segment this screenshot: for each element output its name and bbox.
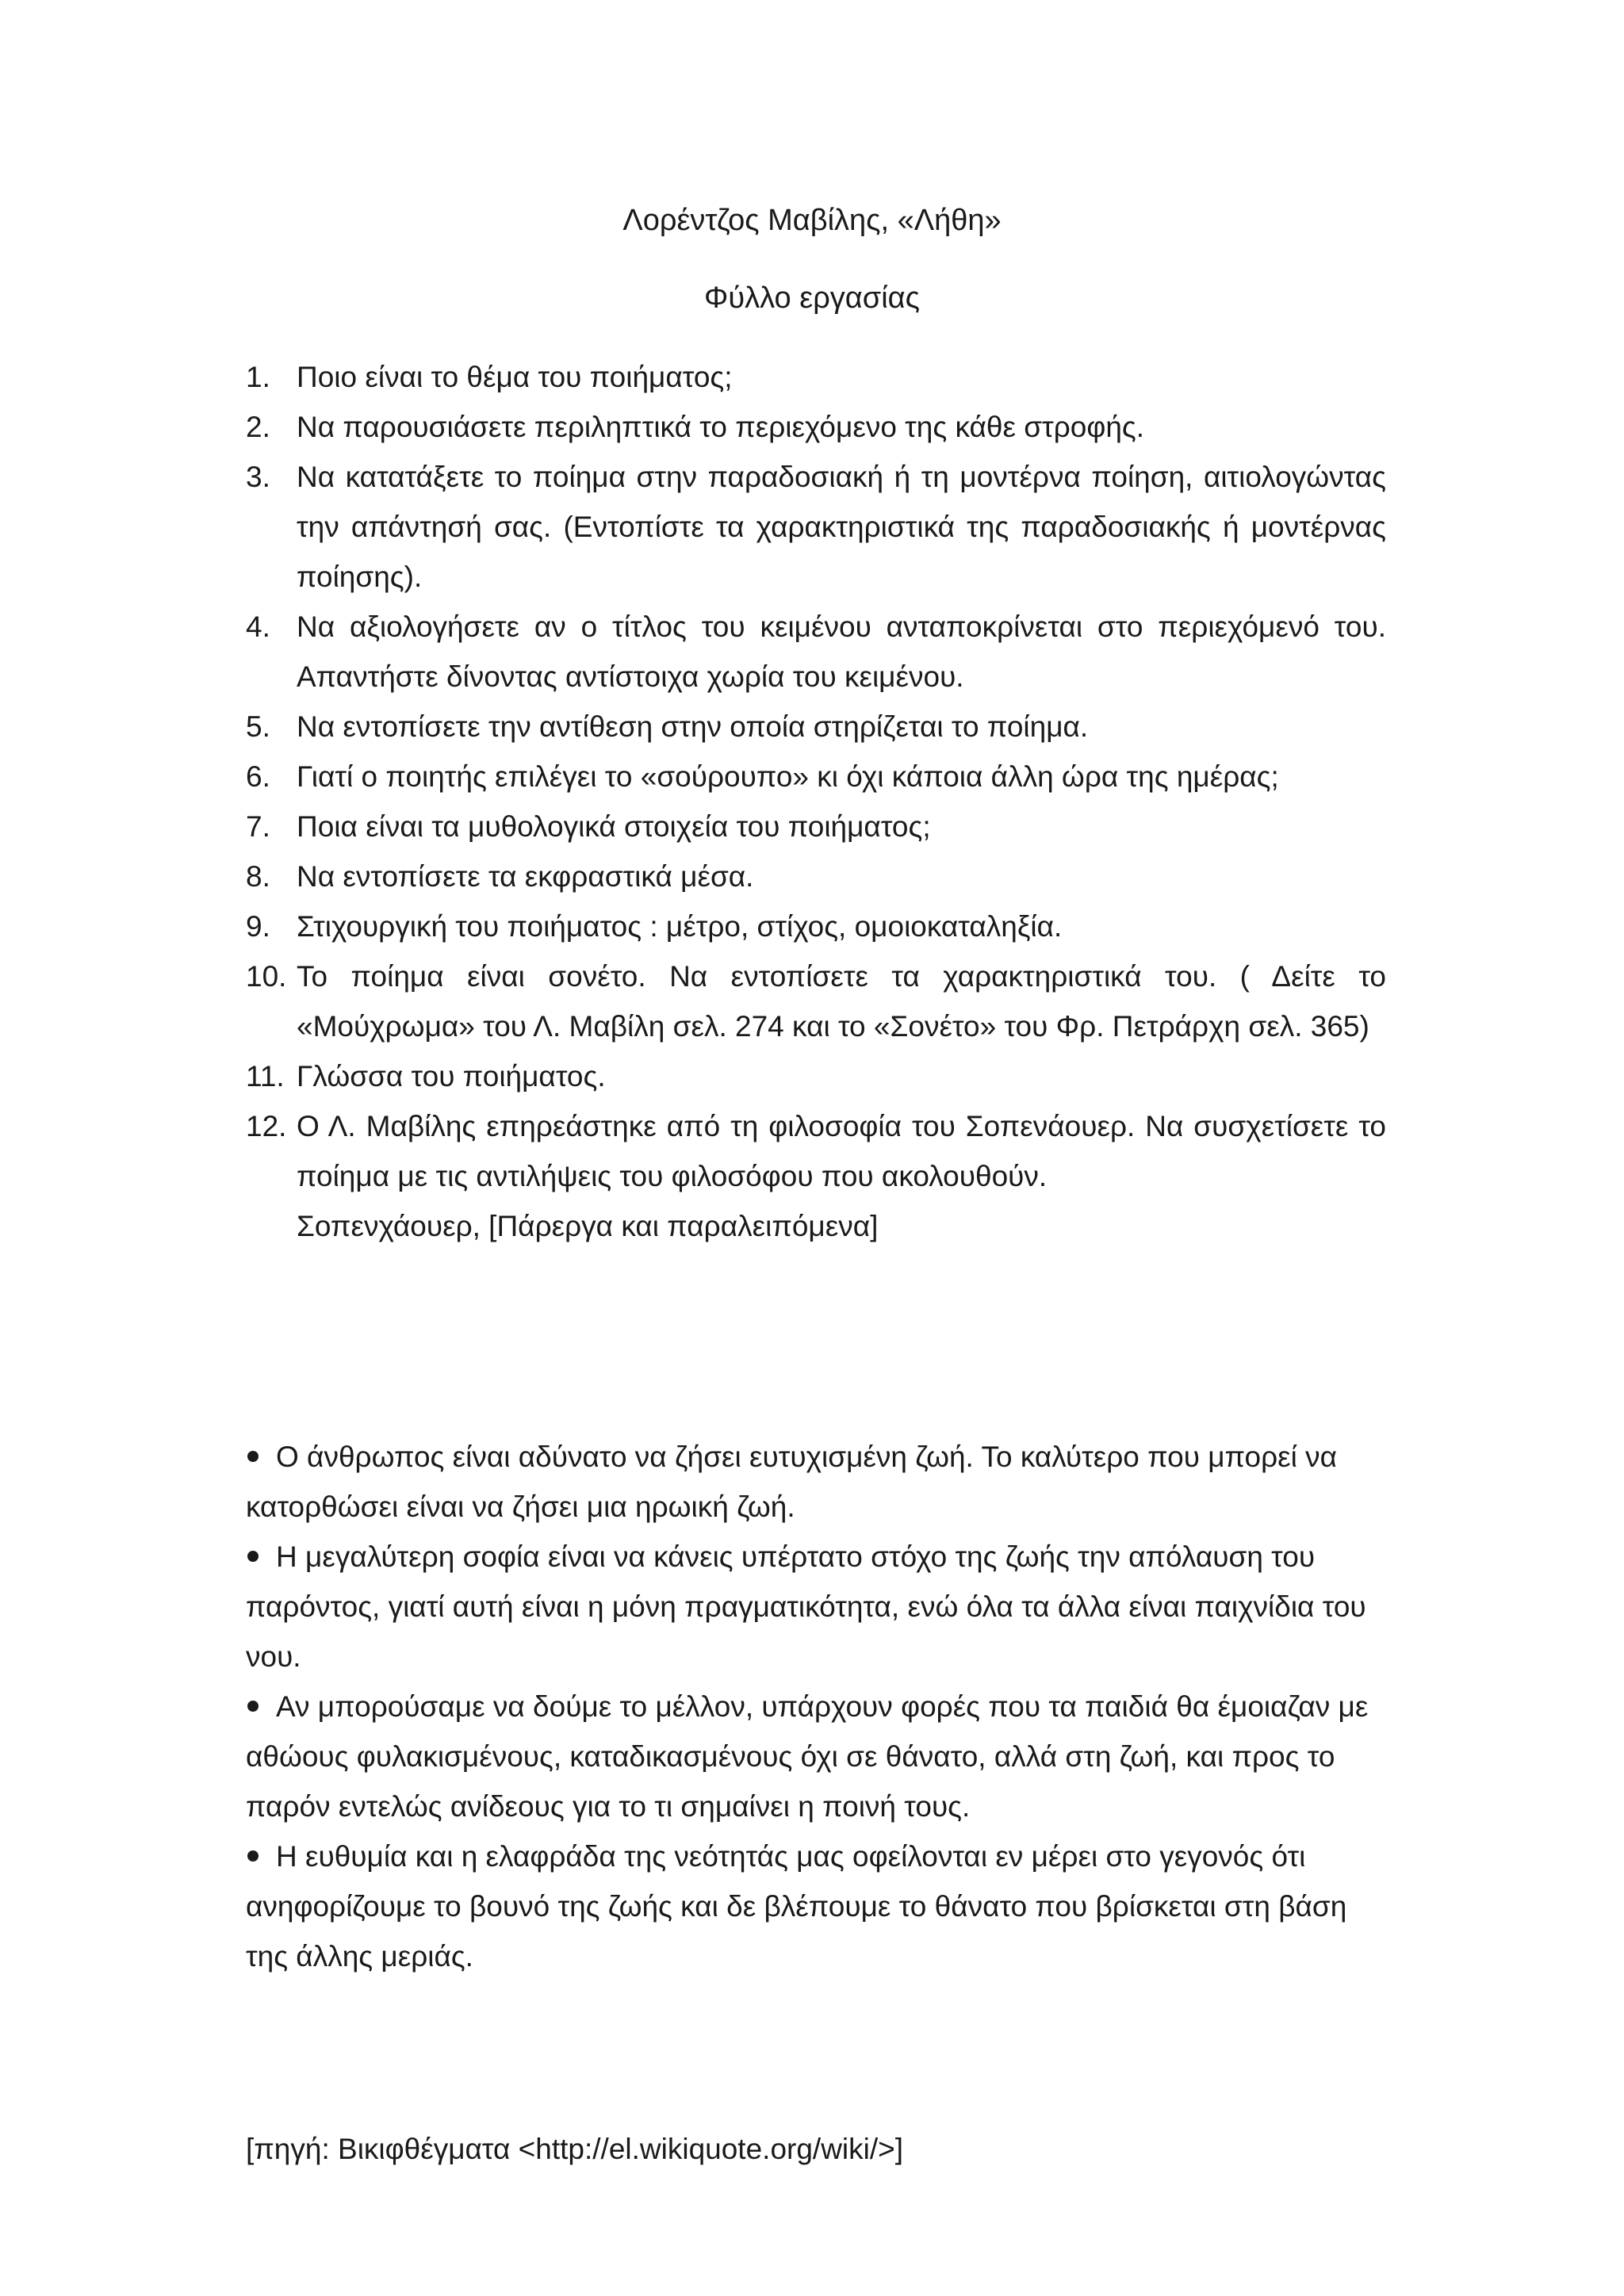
quote-item: [246, 1831, 1386, 1981]
question-text: Να εντοπίσετε τα εκφραστικά μέσα.: [297, 860, 754, 893]
question-list: [246, 352, 1386, 1251]
question-number: 2.: [246, 411, 270, 443]
quote-text: Αν μπορούσαμε να δούμε το μέλλον, υπάρχουν φορές που τα παιδιά θα έμοιαζαν με αθώους φυλακισμένους, καταδικασμένους όχι σε θάνατο, αλλά στη ζωή, και προς το παρόν εντελώς ανίδεους για το τι σημαίνει η ποινή τους.: [246, 1690, 1369, 1823]
question-text: Ο Λ. Μαβίλης επηρεάστηκε από τη φιλοσοφία του Σοπενάουερ. Να συσχετίσετε το ποίημα με τις αντιλήψεις του φιλοσόφου που ακολουθούν.: [297, 1110, 1386, 1192]
quote-item: [246, 1532, 1386, 1682]
question-item: [246, 352, 1386, 402]
question-item: [246, 1101, 1386, 1251]
question-item: [246, 901, 1386, 951]
quote-list: [246, 1432, 1386, 1981]
question-number: 5.: [246, 710, 270, 743]
quote-text: Η ευθυμία και η ελαφράδα της νεότητάς μας οφείλονται εν μέρει στο γεγονός ότι ανηφορίζουμε το βουνό της ζωής και δε βλέπουμε το θάνατο που βρίσκεται στη βάση της άλλης μεριάς.: [246, 1840, 1347, 1973]
question-number: 3.: [246, 461, 270, 493]
question-number: 6.: [246, 760, 270, 793]
quote-text: Ο άνθρωπος είναι αδύνατο να ζήσει ευτυχισμένη ζωή. Το καλύτερο που μπορεί να κατορθώσει είναι να ζήσει μια ηρωική ζωή.: [246, 1441, 1338, 1523]
question-text: Να παρουσιάσετε περιληπτικά το περιεχόμενο της κάθε στροφής.: [297, 411, 1145, 443]
question-item: [246, 702, 1386, 752]
question-text: Γιατί ο ποιητής επιλέγει το «σούρουπο» κι όχι κάποια άλλη ώρα της ημέρας;: [297, 760, 1279, 793]
question-text: Ποιο είναι το θέμα του ποιήματος;: [297, 361, 733, 393]
bullet-icon: [247, 1850, 259, 1862]
question-item: [246, 851, 1386, 901]
question-item: [246, 402, 1386, 452]
question-item: [246, 452, 1386, 602]
question-number: 7.: [246, 810, 270, 843]
question-number: 11.: [246, 1060, 285, 1093]
quote-item: [246, 1682, 1386, 1831]
question-item: [246, 802, 1386, 851]
question-number: 9.: [246, 910, 270, 943]
question-text: Να κατατάξετε το ποίημα στην παραδοσιακή ή τη μοντέρνα ποίηση, αιτιολογώντας την απάντησή σας. (Εντοπίστε τα χαρακτηριστικά της παραδοσιακής ή μοντέρνας ποίησης).: [297, 461, 1386, 593]
question-number: 12.: [246, 1110, 287, 1142]
quote-item: [246, 1432, 1386, 1532]
question-text: Να εντοπίσετε την αντίθεση στην οποία στηρίζεται το ποίημα.: [297, 710, 1089, 743]
question-item: [246, 951, 1386, 1051]
question-item: [246, 602, 1386, 702]
question-text: Να αξιολογήσετε αν ο τίτλος του κειμένου ανταποκρίνεται στο περιεχόμενό του. Απαντήστε δίνοντας αντίστοιχα χωρία του κειμένου.: [297, 610, 1386, 693]
question-number: 8.: [246, 860, 270, 893]
document-title: Λορέντζος Μαβίλης, «Λήθη»: [622, 204, 1002, 237]
question-number: 1.: [246, 361, 270, 393]
source-note: [πηγή: Βικιφθέγματα <http://el.wikiquote.org/wiki/>]: [246, 2133, 904, 2165]
quote-source: Σοπενχάουερ, [Πάρεργα και παραλειπόμενα]: [297, 1210, 879, 1242]
question-number: 4.: [246, 610, 270, 643]
question-text: Ποια είναι τα μυθολογικά στοιχεία του ποιήματος;: [297, 810, 931, 843]
bullet-icon: [247, 1551, 259, 1562]
question-item: [246, 1051, 1386, 1101]
question-text: Το ποίημα είναι σονέτο. Να εντοπίσετε τα χαρακτηριστικά του. ( Δείτε το «Μούχρωμα» του Λ. Μαβίλη σελ. 274 και το «Σονέτο» του Φρ. Πετράρχη σελ. 365): [297, 960, 1386, 1043]
quote-text: Η μεγαλύτερη σοφία είναι να κάνεις υπέρτατο στόχο της ζωής την απόλαυση του παρόντος, γιατί αυτή είναι η μόνη πραγματικότητα, ενώ όλα τα άλλα είναι παιχνίδια του νου.: [246, 1540, 1366, 1673]
question-text: Γλώσσα του ποιήματος.: [297, 1060, 606, 1093]
question-number: 10.: [246, 960, 287, 993]
document-subtitle: Φύλλο εργασίας: [704, 281, 920, 315]
bullet-icon: [247, 1451, 259, 1462]
question-item: [246, 752, 1386, 802]
question-text: Στιχουργική του ποιήματος : μέτρο, στίχος, ομοιοκαταληξία.: [297, 910, 1063, 943]
bullet-icon: [247, 1701, 259, 1712]
